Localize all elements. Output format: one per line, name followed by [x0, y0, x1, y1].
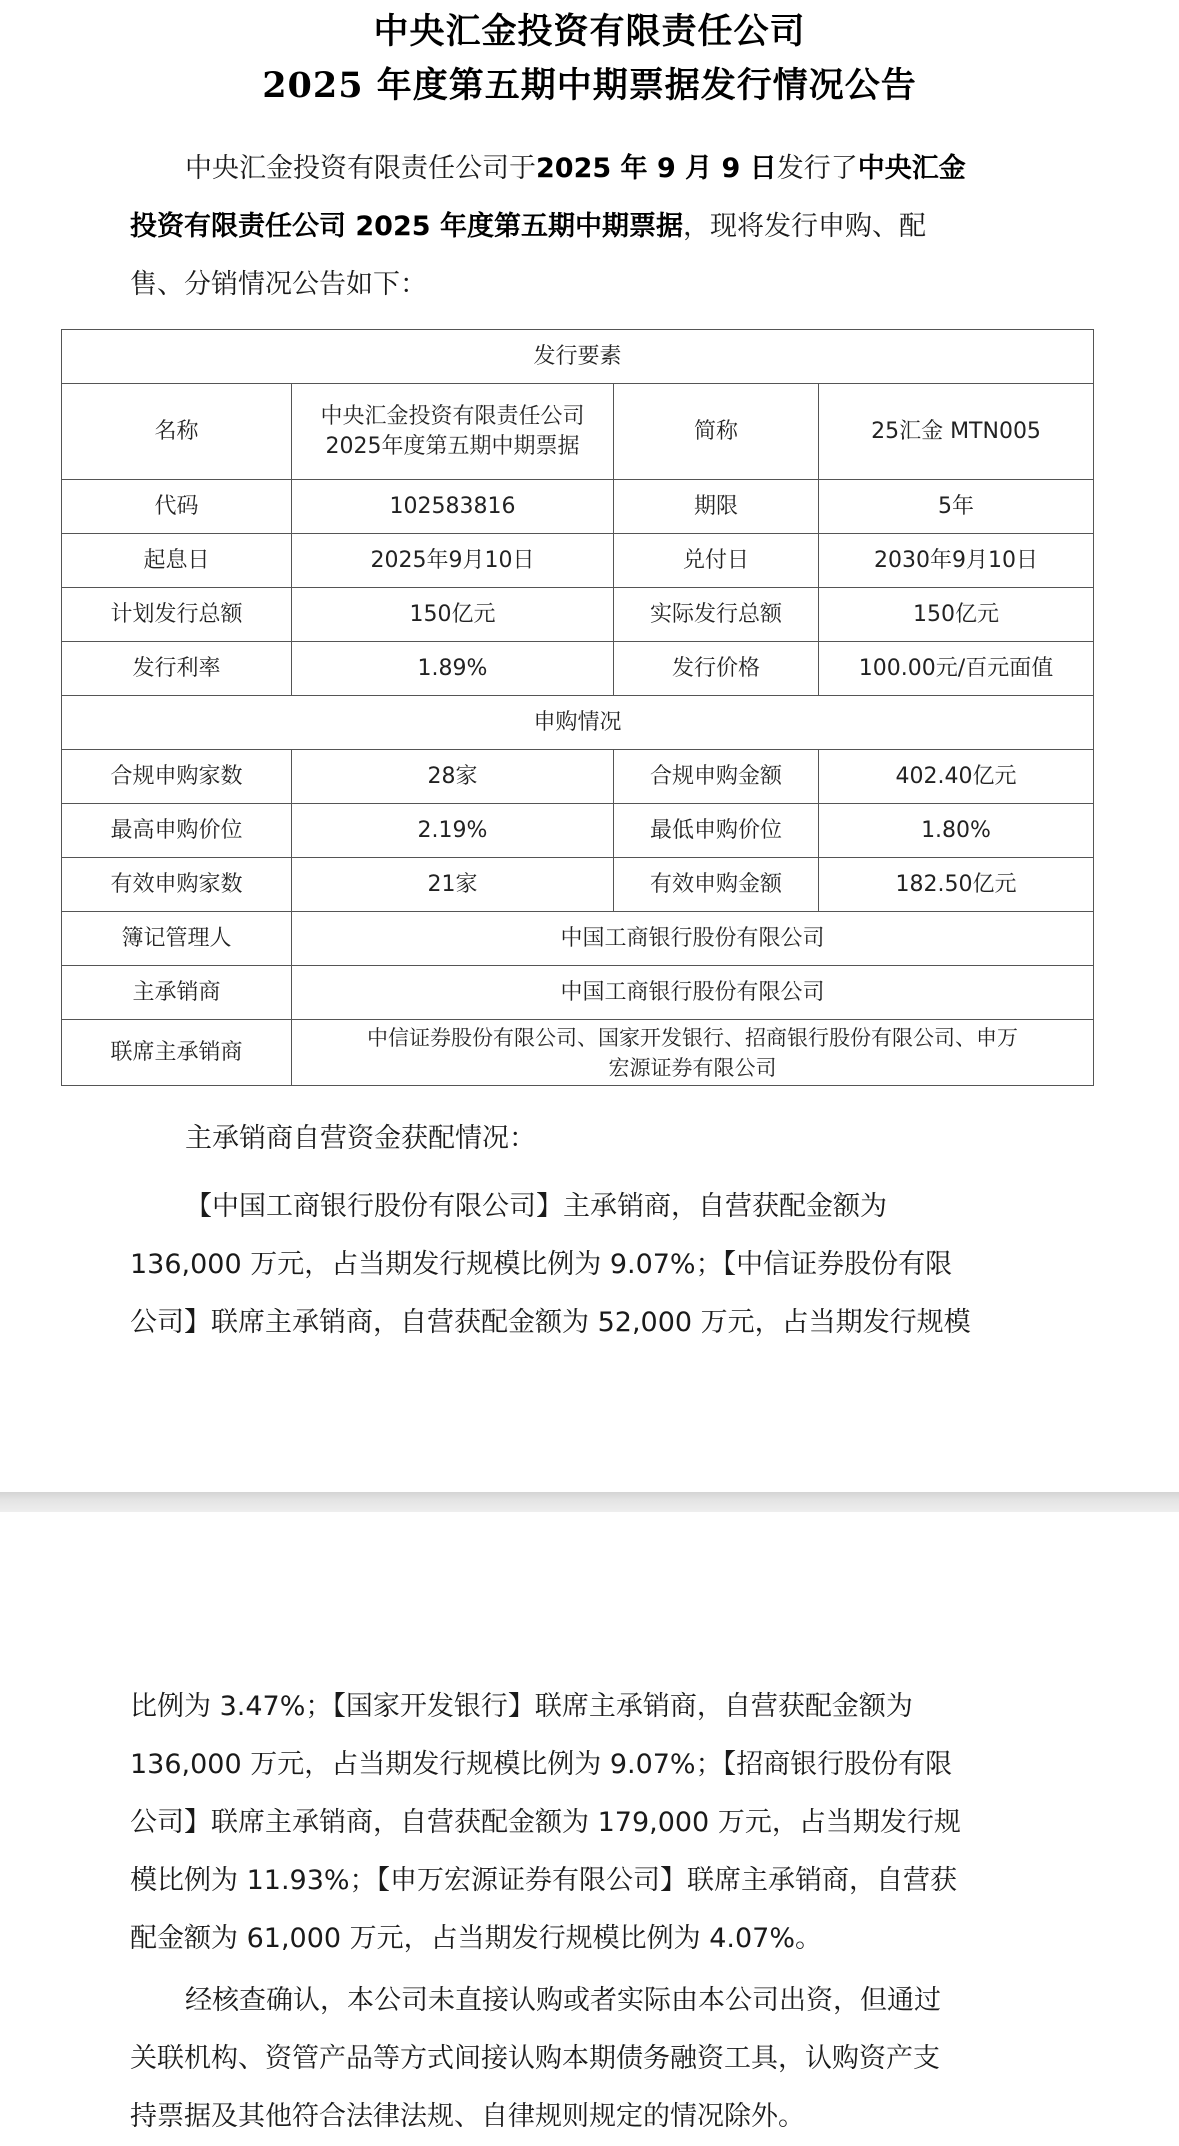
text-line: 136,000 万元，占当期发行规模比例为 9.07%；【中信证券股份有限 — [130, 1249, 953, 1280]
intro-text-1: 中央汇金投资有限责任公司于 — [185, 153, 536, 184]
bookrunner-value: 中国工商银行股份有限公司 — [292, 912, 1094, 966]
page-separator — [0, 1492, 1179, 1512]
joint-underwriters-value — [292, 1020, 1094, 1086]
cell-value: 21家 — [292, 858, 614, 912]
intro-paragraph — [130, 140, 1030, 314]
cell-value: 25汇金 MTN005 — [819, 384, 1094, 480]
cell-value: 5年 — [819, 480, 1094, 534]
joint-underwriters-line-2: 宏源证券有限公司 — [608, 1055, 777, 1080]
cell-label: 简称 — [614, 384, 819, 480]
document-page-2 — [0, 1512, 1179, 2144]
allocation-paragraph-page2 — [130, 1678, 1030, 1968]
issue-date: 2025 年 9 月 9 日 — [536, 153, 777, 184]
text-line: 【中国工商银行股份有限公司】主承销商，自营获配金额为 — [185, 1191, 887, 1222]
cell-value: 102583816 — [292, 480, 614, 534]
cell-value: 1.89% — [292, 642, 614, 696]
bond-fullname-line-1: 中央汇金投资有限责任公司 — [320, 403, 585, 429]
cell-label: 名称 — [62, 384, 292, 480]
bond-fullname-line-2: 2025年度第五期中期票据 — [325, 433, 580, 459]
cell-value — [292, 384, 614, 480]
cell-label: 兑付日 — [614, 534, 819, 588]
cell-label: 合规申购家数 — [62, 750, 292, 804]
text-line: 经核查确认，本公司未直接认购或者实际由本公司出资，但通过 — [185, 1985, 941, 2016]
cell-value: 182.50亿元 — [819, 858, 1094, 912]
cell-label: 联席主承销商 — [62, 1020, 292, 1086]
cell-label: 主承销商 — [62, 966, 292, 1020]
section-header-subscribe: 申购情况 — [62, 696, 1094, 750]
cell-label: 代码 — [62, 480, 292, 534]
text-line: 持票据及其他符合法律法规、自律规则规定的情况除外。 — [130, 2101, 805, 2132]
joint-underwriters-line-1: 中信证券股份有限公司、国家开发银行、招商银行股份有限公司、申万 — [367, 1025, 1018, 1050]
allocation-paragraph-page1 — [130, 1178, 1030, 1352]
cell-value: 28家 — [292, 750, 614, 804]
cell-label: 有效申购金额 — [614, 858, 819, 912]
bond-name-part-b: 投资有限责任公司 2025 年度第五期中期票据 — [130, 211, 683, 242]
title-line-2: 2025 年度第五期中期票据发行情况公告 — [262, 65, 917, 106]
cell-value: 150亿元 — [819, 588, 1094, 642]
title-line-1: 中央汇金投资有限责任公司 — [373, 11, 806, 52]
cell-value: 150亿元 — [292, 588, 614, 642]
text-line: 关联机构、资管产品等方式间接认购本期债务融资工具，认购资产支 — [130, 2043, 940, 2074]
cell-label: 合规申购金额 — [614, 750, 819, 804]
cell-value: 2030年9月10日 — [819, 534, 1094, 588]
intro-text-2: 发行了 — [776, 153, 858, 184]
allocation-heading-text: 主承销商自营资金获配情况： — [185, 1123, 536, 1154]
section-header-issue: 发行要素 — [62, 330, 1094, 384]
text-line: 模比例为 11.93%；【申万宏源证券有限公司】联席主承销商，自营获 — [130, 1865, 958, 1896]
confirmation-paragraph — [130, 1972, 1030, 2146]
bond-name-part-a: 中央汇金 — [857, 153, 966, 184]
lead-underwriter-value: 中国工商银行股份有限公司 — [292, 966, 1094, 1020]
cell-label: 实际发行总额 — [614, 588, 819, 642]
cell-label: 有效申购家数 — [62, 858, 292, 912]
text-line: 136,000 万元，占当期发行规模比例为 9.07%；【招商银行股份有限 — [130, 1749, 953, 1780]
issuance-table — [61, 329, 1094, 1086]
cell-value: 402.40亿元 — [819, 750, 1094, 804]
intro-text-4: 售、分销情况公告如下： — [130, 269, 427, 300]
cell-value: 2.19% — [292, 804, 614, 858]
cell-label: 期限 — [614, 480, 819, 534]
cell-label: 计划发行总额 — [62, 588, 292, 642]
text-line: 配金额为 61,000 万元，占当期发行规模比例为 4.07%。 — [130, 1923, 822, 1954]
intro-text-3: ，现将发行申购、配 — [682, 211, 926, 242]
cell-label: 簿记管理人 — [62, 912, 292, 966]
cell-label: 最高申购价位 — [62, 804, 292, 858]
cell-label: 最低申购价位 — [614, 804, 819, 858]
text-line: 比例为 3.47%；【国家开发银行】联席主承销商，自营获配金额为 — [130, 1691, 913, 1722]
text-line: 公司】联席主承销商，自营获配金额为 179,000 万元，占当期发行规 — [130, 1807, 961, 1838]
cell-value: 2025年9月10日 — [292, 534, 614, 588]
text-line: 公司】联席主承销商，自营获配金额为 52,000 万元，占当期发行规模 — [130, 1307, 971, 1338]
cell-value: 100.00元/百元面值 — [819, 642, 1094, 696]
cell-label: 发行利率 — [62, 642, 292, 696]
cell-value: 1.80% — [819, 804, 1094, 858]
allocation-heading — [130, 1110, 1030, 1168]
cell-label: 发行价格 — [614, 642, 819, 696]
cell-label: 起息日 — [62, 534, 292, 588]
